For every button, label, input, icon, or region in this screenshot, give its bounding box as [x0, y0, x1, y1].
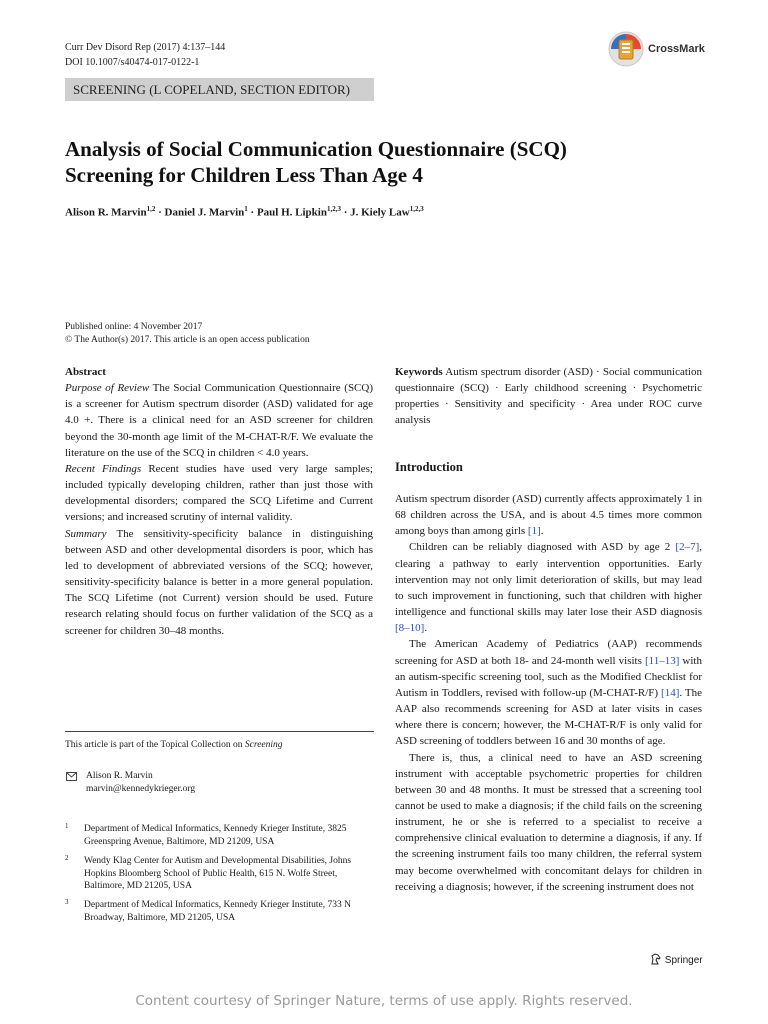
author-name[interactable]: Daniel J. Marvin — [164, 206, 245, 219]
findings-label: Recent Findings — [65, 462, 142, 475]
doi[interactable]: DOI 10.1007/s40474-017-0122-1 — [65, 57, 200, 68]
author-separator: · — [340, 206, 351, 219]
author-name[interactable]: J. Kiely Law — [350, 206, 410, 219]
publication-info — [65, 321, 310, 347]
affiliation-text: Department of Medical Informatics, Kennedy Krieger Institute, 733 N Broadway, Baltimore, MD 21205, USA — [84, 900, 351, 923]
section-label: SCREENING (L COPELAND, SECTION EDITOR) — [73, 82, 350, 97]
topical-collection-note — [65, 739, 374, 752]
citation-link[interactable]: [8–10] — [395, 622, 425, 635]
topical-topic[interactable]: Screening — [244, 740, 283, 750]
springer-logo — [650, 953, 703, 966]
abstract — [65, 364, 373, 639]
crossmark-badge[interactable] — [608, 31, 708, 69]
author-affiliation: 1,2,3 — [326, 205, 341, 213]
paragraph-text: Children can be reliably diagnosed with ASD by age 2 — [409, 541, 676, 554]
citation-link[interactable]: [11–13] — [644, 654, 680, 667]
citation-link[interactable]: [2–7] — [675, 541, 700, 554]
citation-link[interactable]: [1] — [527, 525, 541, 538]
author-separator: · — [155, 206, 165, 219]
abstract-findings — [65, 461, 373, 526]
affiliation — [65, 823, 374, 848]
paragraph-text: . — [540, 525, 544, 538]
abstract-summary — [65, 526, 373, 639]
keywords-label: Keywords — [395, 366, 443, 378]
affiliation-number: 2 — [65, 854, 69, 862]
envelope-icon — [66, 772, 77, 781]
affiliation-number: 3 — [65, 898, 69, 906]
author-name[interactable]: Paul H. Lipkin — [256, 206, 327, 219]
correspondent-email[interactable]: marvin@kennedykrieger.org — [86, 783, 196, 794]
affiliation — [65, 855, 374, 893]
published-date: Published online: 4 November 2017 — [65, 322, 203, 332]
paragraph-text: Autism spectrum disorder (ASD) currently affects approximately 1 in 68 children across the USA, and is about 4.5 times more common among boys than among girls — [395, 493, 702, 538]
keywords — [395, 364, 702, 429]
abstract-heading: Abstract — [65, 366, 106, 378]
author-affiliation: 1,2 — [146, 205, 156, 213]
paragraph-text: . — [424, 622, 428, 635]
crossmark-label: CrossMark — [648, 43, 705, 55]
paragraph-text: . The AAP also recommends screening for ASD at later visits in cases where there is concern; however, the M-CHAT-R/F is only valid for ASD screening of toddlers between 16 and 30 months of age. — [395, 686, 703, 748]
section-banner — [65, 78, 374, 101]
findings-text: Recent studies have used very large samples; included typically developing children, rather than just those with developmental disorders; compared the SCQ Lifetime and Current versions; and increased scrutiny of internal validity. — [65, 462, 373, 524]
abstract-purpose — [65, 380, 373, 461]
paragraph-text: , clearing a pathway to early intervention opportunities. Early intervention may not only limit deterioration of skills, but may lead to such improvement in functioning, such that children with higher intelligence and functional skills may later lose their ASD diagnosis — [395, 541, 702, 619]
footer-notice: Content courtesy of Springer Nature, terms of use apply. Rights reserved. — [135, 993, 633, 1009]
correspondence — [65, 770, 374, 795]
crossmark-icon — [608, 31, 644, 67]
purpose-label: Purpose of Review — [65, 382, 150, 395]
summary-text: The sensitivity-specificity balance in distinguishing between ASD and other developmental disorders is poor, which has led to development of abbreviated versions of the SCQ; however, sensitivity-specificity balance is better in a more general population. The SCQ Lifetime (not Current) version should be used. Future research relating should focus on further validation of the SCQ as a screener for children 30–48 months. — [65, 527, 373, 637]
summary-label: Summary — [65, 527, 107, 540]
paragraph-text: with an autism-specific screening tool, such as the Modified Checklist for Autism in Toddlers, revised with follow-up (M-CHAT-R/F) — [395, 654, 702, 699]
affiliation-text: Department of Medical Informatics, Kennedy Krieger Institute, 3825 Greenspring Avenue, Baltimore, MD 21209, USA — [84, 824, 347, 847]
journal-citation: Curr Dev Disord Rep (2017) 4:137–144 — [65, 42, 226, 53]
intro-paragraph — [395, 539, 702, 636]
correspondent-name: Alison R. Marvin — [86, 771, 153, 781]
introduction-heading: Introduction — [395, 460, 463, 474]
author-separator: · — [247, 206, 257, 219]
author-list — [65, 205, 705, 219]
article-title — [65, 136, 705, 188]
intro-paragraph — [395, 636, 702, 749]
springer-label: Springer — [664, 955, 703, 966]
author-affiliation: 1,2,3 — [409, 205, 424, 213]
title-line-2: Screening for Children Less Than Age 4 — [65, 163, 423, 187]
intro-paragraph: There is, thus, a clinical need to have an ASD screening instrument with acceptable psychometric properties for children between 30 and 48 months. It must be stressed that a screening tool cannot be used to make a diagnosis; if the child fails on the screening instrument, he or she is referred to a specialist to receive a comprehensive clinical evaluation to determine a diagnosis, if any. If the screening instrument fails too many children, the referral system may become overwhelmed with concomitant delays for children in receiving a diagnosis; however, if the screening instrument does not — [395, 751, 702, 893]
introduction-body — [395, 491, 702, 895]
topical-prefix: This article is part of the Topical Collection on — [65, 740, 245, 750]
citation-link[interactable]: [14] — [661, 686, 680, 699]
affiliation-number: 1 — [65, 822, 69, 830]
springer-horse-icon — [650, 953, 662, 965]
paragraph-text: The American Academy of Pediatrics (AAP) recommends screening for ASD at both 18- and 24-month well visits — [395, 638, 702, 667]
author-affiliation: 1 — [244, 205, 248, 213]
copyright-line: © The Author(s) 2017. This article is an open access publication — [65, 335, 310, 345]
affiliation-text: Wendy Klag Center for Autism and Developmental Disabilities, Johns Hopkins Bloomberg School of Public Health, 615 N. Wolfe Street, Baltimore, MD 21205, USA — [84, 856, 352, 891]
author-name[interactable]: Alison R. Marvin — [65, 206, 147, 219]
keywords-text: Autism spectrum disorder (ASD) · Social communication questionnaire (SCQ) · Early childhood screening · Psychometric properties · Sensitivity and specificity · Area under ROC curve analysis — [395, 366, 702, 427]
intro-paragraph — [395, 491, 702, 539]
title-line-1: Analysis of Social Communication Questionnaire (SCQ) — [65, 137, 567, 161]
divider — [65, 731, 374, 732]
affiliation — [65, 899, 374, 924]
purpose-text: The Social Communication Questionnaire (SCQ) is a screener for Autism spectrum disorder (ASD) validated for age 4.0 +. There is a clinical need for an ASD screener for children beyond the 30-month age limit of the M-CHAT-R/F. We evaluate the literature on the use of the SCQ in children < 4.0 years. — [65, 382, 374, 459]
